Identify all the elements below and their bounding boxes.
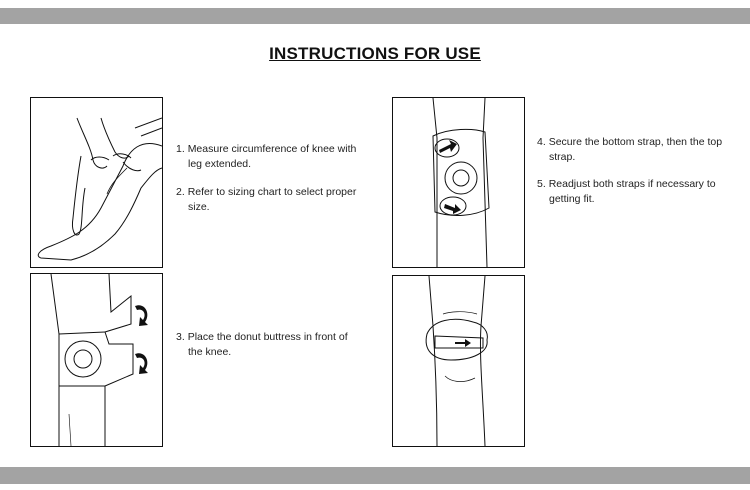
step-text-continued: leg extended. (188, 158, 252, 170)
illustration-strap-securing (392, 97, 525, 268)
step-text-continued: the knee. (188, 346, 232, 358)
curved-arrow-icon (135, 305, 148, 326)
illustration-donut-buttress (30, 273, 163, 447)
step-text-continued: getting fit. (549, 193, 595, 205)
step-number: 3. (176, 331, 185, 343)
knee-strap-drawing (393, 276, 524, 446)
curved-arrow-icon (135, 353, 148, 374)
step-text: Place the donut buttress in front of (187, 331, 348, 343)
step-text: Measure circumference of knee with (187, 143, 357, 155)
arrow-right-icon (439, 140, 457, 153)
step-5 (537, 177, 742, 207)
step-text: Refer to sizing chart to select proper (187, 186, 357, 198)
step-3 (176, 330, 376, 360)
bottom-banner-bar (0, 467, 750, 484)
step-1 (176, 142, 376, 172)
measuring-tape-knee-drawing (31, 98, 162, 267)
step-2 (176, 185, 376, 215)
arrow-right-icon (455, 339, 471, 347)
step-text: Secure the bottom strap, then the top (548, 136, 723, 148)
top-banner-bar (0, 8, 750, 24)
donut-buttress-drawing (31, 274, 162, 446)
strap-securing-drawing (393, 98, 524, 267)
step-number: 2. (176, 186, 185, 198)
step-number: 4. (537, 136, 546, 148)
step-text: Readjust both straps if necessary to (548, 178, 716, 190)
illustration-knee-strap (392, 275, 525, 447)
step-text-continued: size. (188, 201, 210, 213)
arrow-right-icon (444, 204, 461, 214)
page-title: INSTRUCTIONS FOR USE (269, 44, 481, 63)
step-text-continued: strap. (549, 151, 576, 163)
step-number: 5. (537, 178, 546, 190)
step-4 (537, 135, 742, 165)
illustration-measuring-knee (30, 97, 163, 268)
step-number: 1. (176, 143, 185, 155)
